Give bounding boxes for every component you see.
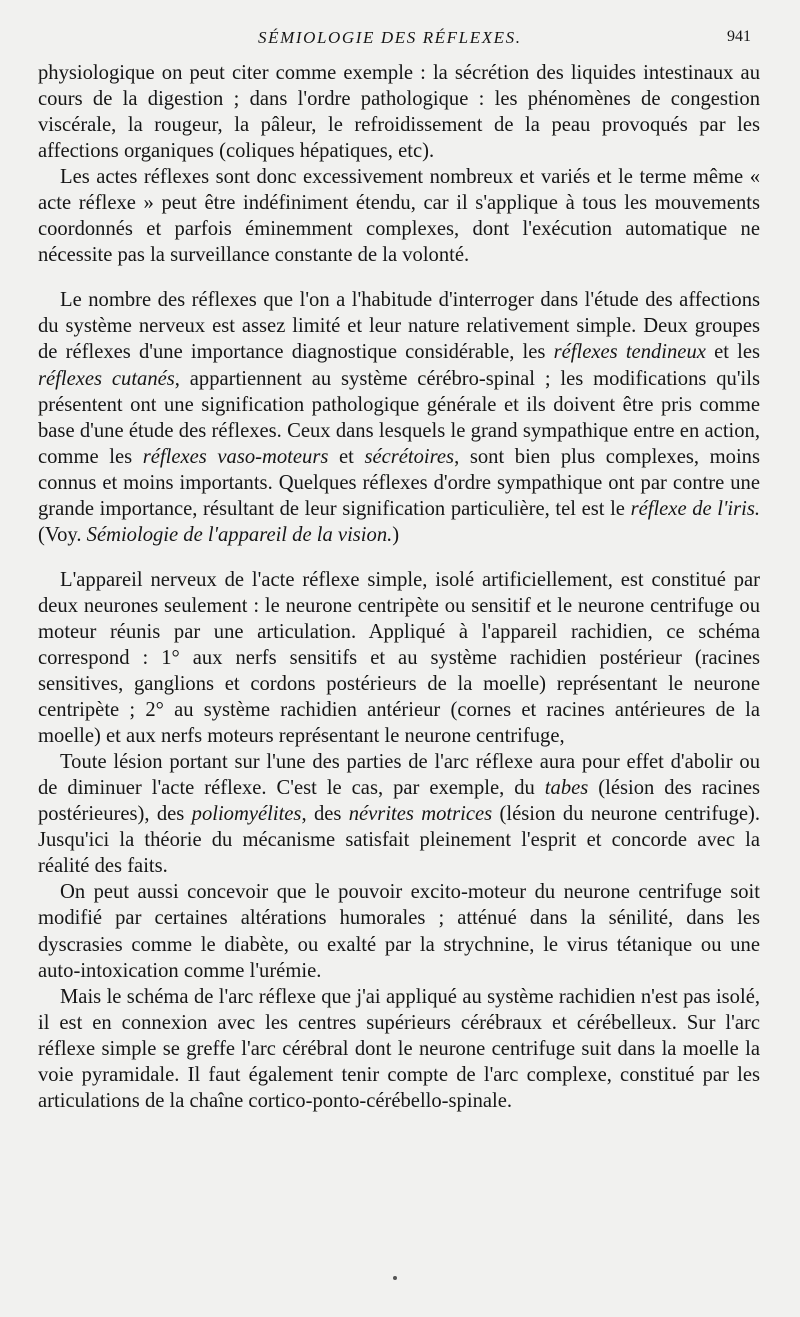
paragraph-3	[38, 287, 760, 547]
italic-term-reflexes-vaso-moteurs: réflexes vaso-moteurs	[142, 445, 329, 468]
italic-term-reflexes-cutanes: réflexes cutanés	[38, 367, 175, 390]
paragraph-5	[38, 749, 760, 879]
text-run: (lésion du neurone centrifuge). Jusqu'ici la théorie du mécanisme satisfait pleinement l'esprit et concorde avec la réalité des faits.	[38, 803, 760, 878]
page-number: 941	[727, 28, 751, 45]
text-run: , des	[301, 803, 349, 826]
paragraph-4: L'appareil nerveux de l'acte réflexe simple, isolé artificiellement, est constitué par deux neurones seulement : le neurone centripète ou sensitif et le neurone centrifuge ou moteur réunis par une articulation. Appliqué à l'appareil rachidien, ce schéma correspond : 1° aux nerfs sensitifs et au système rachidien postérieur (racines sensitives, ganglions et cordons postérieurs de la moelle) représentant le neurone centripète ; 2° au système rachidien antérieur (cornes et racines antérieures de la moelle) et aux nerfs moteurs représentant le neurone centrifuge,	[38, 568, 760, 748]
text-run: , appartiennent au système cérébro-spinal ; les modifications qu'ils présentent ont une signification pathologique générale et ils doivent être pris comme base d'une étude des réflexes. Ceux dans lesquels le grand sympathique entre en action, comme les	[38, 367, 760, 468]
italic-term-nevrites-motrices: névrites motrices	[348, 803, 493, 826]
paragraph-2: Les actes réflexes sont donc excessivement nombreux et variés et le terme même « acte réflexe » peut être indéfiniment étendu, car il s'applique à tous les mouvements coordonnés et parfois éminemment complexes, dont l'exécution automatique ne nécessite pas la surveillance constante de la volonté.	[38, 166, 760, 267]
italic-term-secretoires: sécrétoires	[364, 445, 455, 468]
text-run: Toute lésion portant sur l'une des parties de l'arc réflexe aura pour effet d'abolir ou de diminuer l'acte réflexe. C'est le cas, par exemple, du	[38, 751, 760, 800]
italic-term-reflexe-iris: réflexe de l'iris.	[630, 497, 761, 520]
italic-term-tabes: tabes	[544, 777, 589, 800]
text-run: (Voy.	[38, 523, 87, 546]
italic-term-poliomyelites: poliomyélites	[191, 803, 302, 826]
paragraph-1: physiologique on peut citer comme exemple : la sécrétion des liquides intestinaux au cours de la digestion ; dans l'ordre pathologique : les phénomènes de congestion viscérale, la rougeur, la pâleur, le refroidissement de la peau provoqués par les affections organiques (coliques hépatiques, etc).	[38, 62, 760, 163]
text-run: et les	[705, 341, 760, 364]
italic-cross-reference: Sémiologie de l'appareil de la vision.	[86, 523, 393, 546]
paragraph-7: Mais le schéma de l'arc réflexe que j'ai appliqué au système rachidien n'est pas isolé, il est en connexion avec les centres supérieurs cérébraux et cérébelleux. Sur l'arc réflexe simple se greffe l'arc cérébral dont le neurone centrifuge suit dans la moelle la voie pyramidale. Il faut également tenir compte de l'arc complexe, constitué par les articulations de la chaîne cortico-ponto-cérébello-spinale.	[38, 985, 760, 1112]
paragraph-6: On peut aussi concevoir que le pouvoir excito-moteur du neurone centrifuge soit modifié par certaines altérations humorales ; atténué dans la sénilité, dans les dyscrasies comme le diabète, ou exalté par la strychnine, le virus tétanique ou une auto-intoxication comme l'urémie.	[38, 881, 760, 982]
page-header	[0, 28, 800, 50]
text-run: (lésion des racines postérieures), des	[38, 777, 761, 826]
italic-term-reflexes-tendineux: réflexes tendineux	[553, 341, 706, 364]
printer-dot	[393, 1276, 397, 1280]
page-body	[38, 60, 760, 1114]
text-run: et	[328, 445, 365, 468]
text-run: )	[392, 523, 400, 546]
running-title: SÉMIOLOGIE DES RÉFLEXES.	[258, 28, 522, 47]
text-run: , sont bien plus complexes, moins connus et moins importants. Quelques réflexes d'ordre sympathique ont par contre une grande importance, résultant de leur signification particulière, tel est le	[38, 445, 760, 520]
text-run: Le nombre des réflexes que l'on a l'habitude d'interroger dans l'étude des affections du système nerveux est assez limité et leur nature relativement simple. Deux groupes de réflexes d'une importance diagnostique considérable, les	[38, 289, 760, 364]
